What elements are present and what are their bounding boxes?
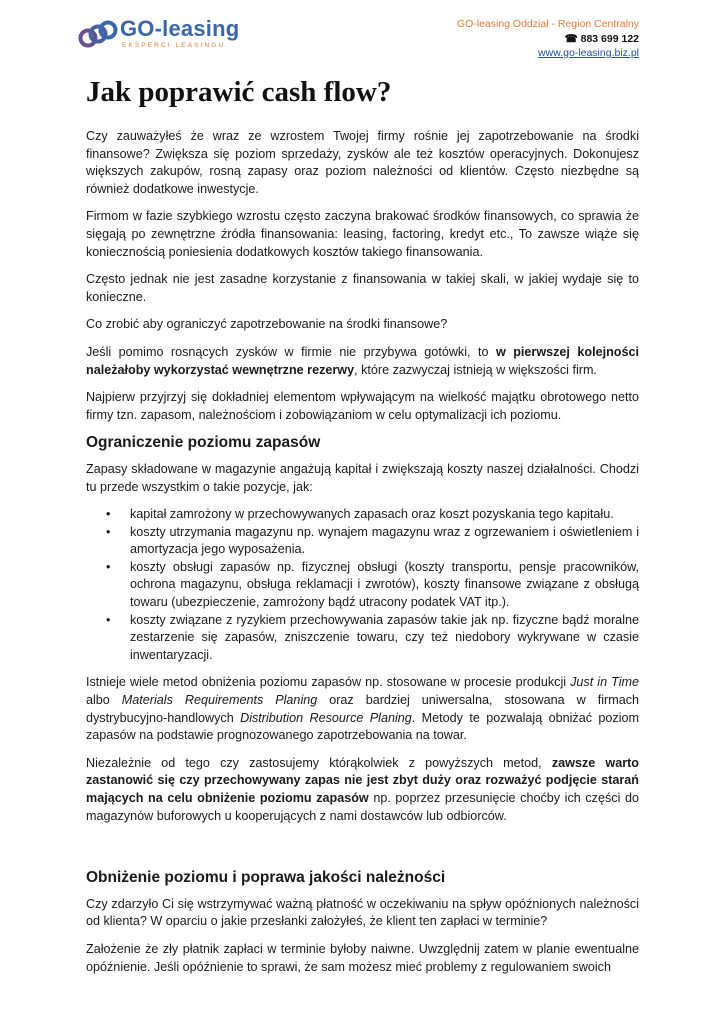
spacer — [86, 835, 639, 859]
company-logo[interactable] — [78, 16, 248, 56]
italic-text: Materials Requirements Planing — [121, 693, 318, 708]
text-run: Niezależnie od tego czy zastosujemy którąkolwiek z powyższych metod, — [86, 755, 552, 770]
paragraph: Założenie że zły płatnik zapłaci w terminie byłoby naiwne. Uwzględnij zatem w planie ewentualne opóźnienie. Jeśli opóźnienie to sprawi, że sam możesz mieć problemy z regulowaniem swoich — [86, 941, 639, 974]
italic-text: Distribution Resource Planing — [240, 710, 412, 725]
text-run: . Metody te pozwalają obniżać poziom zapasów na podstawie prognozowanego zapotrzebowania na towar. — [86, 710, 639, 743]
paragraph — [86, 344, 639, 379]
paragraph: Firmom w fazie szybkiego wzrostu często zaczyna brakować środków finansowych, co sprawia że sięgają po zewnętrzne źródła finansowania: leasing, factoring, kredyt etc., To zawsze wiąże się koniecznością poniesienia dodatkowych kosztów takiego finansowania. — [86, 209, 639, 259]
paragraph: Często jednak nie jest zasadne korzystanie z finansowania w takiej skali, w jakiej wydaje się to konieczne. — [86, 272, 639, 304]
organization-name: GO-leasing Oddział - Region Centralny — [456, 18, 639, 30]
phone-number: ☎ 883 699 122 — [564, 32, 639, 45]
paragraph: Czy zdarzyło Ci się wstrzymywać ważną płatność w oczekiwaniu na spływ opóźnionych należności od klienta? W oparciu o jakie przesłanki założyłeś, że klient ten zapłaci w terminie? — [86, 896, 639, 929]
article-body — [86, 128, 639, 986]
text-run: Jeśli pomimo rosnących zysków w firmie nie przybywa gotówki, to — [86, 344, 496, 359]
list-item: • koszty utrzymania magazynu np. wynajem magazynu wraz z ogrzewaniem i oświetleniem i amortyzacja jego wyposażenia. — [130, 524, 639, 559]
paragraph: Czy zauważyłeś że wraz ze wzrostem Twojej firmy rośnie jej zapotrzebowanie na środki finansowe? Zwiększa się poziom sprzedaży, zysków ale też kosztów operacyjnych. Dokonujesz większych zakupów, rosną zapasy oraz poziom należności od klientów. Często niezbędne są również dodatkowe inwestycje. — [86, 129, 639, 196]
bold-text: w pierwszej kolejności należałoby wykorzystać wewnętrzne rezerwy — [86, 344, 639, 377]
paragraph — [86, 674, 639, 744]
text-run: oraz bardziej uniwersalna, stosowana w firmach dystrybucyjno-handlowych — [86, 693, 640, 725]
text-run: , które zazwyczaj istnieją w większości firm. — [354, 362, 597, 377]
section-heading-inventory: Ograniczenie poziomu zapasów — [86, 434, 321, 452]
bullet-list — [86, 506, 639, 664]
list-item: • koszty związane z ryzykiem przechowywania zapasów takie jak np. fizyczne bądź moralne zestarzenie się zapasów, zniszczenie towaru, czy też niedobory wykrywane w czasie inwentaryzacji. — [130, 612, 639, 665]
list-item: • kapitał zamrożony w przechowywanych zapasach oraz koszt pozyskania tego kapitału. — [130, 506, 639, 524]
list-item: • koszty obsługi zapasów np. fizycznej obsługi (koszty transportu, pensje pracowników, ochrona magazynu, obsługa reklamacji i zwrotów), koszty finansowe związane z obsługą towaru (ubezpieczenie, zamrożony bądź utracony podatek VAT itp.). — [130, 559, 639, 612]
logo-tagline: EKSPERCI LEASINGU — [122, 42, 226, 49]
text-run: np. poprzez przesunięcie choćby ich części do magazynów buforowych u kooperujących z nami dostawców lub odbiorców. — [86, 791, 639, 823]
section-heading-receivables: Obniżenie poziomu i poprawa jakości należności — [86, 869, 446, 887]
page-title: Jak poprawić cash flow? — [86, 76, 392, 108]
italic-text: Just in Time — [570, 675, 639, 690]
paragraph — [86, 755, 639, 825]
bold-text: zawsze warto zastanowić się czy przechowywany zapas nie jest zbyt duży oraz rozważyć podjęcie starań mających na celu obniżenie poziomu zapasów — [86, 755, 639, 805]
paragraph: Najpierw przyjrzyj się dokładniej elementom wpływającym na wielkość majątku obrotowego netto firmy tzn. zapasom, należnościom i zobowiązaniom w celu optymalizacji ich poziomu. — [86, 390, 639, 422]
paragraph: Zapasy składowane w magazynie angażują kapitał i zwiększają koszty naszej działalności. Chodzi tu przede wszystkim o takie pozycje, jak: — [86, 461, 639, 494]
text-run: Istnieje wiele metod obniżenia poziomu zapasów np. stosowane w procesie produkcji — [86, 675, 571, 690]
website-link[interactable]: www.go-leasing.biz.pl — [538, 47, 639, 59]
text-run: albo — [86, 693, 122, 708]
paragraph: Co zrobić aby ograniczyć zapotrzebowanie na środki finansowe? — [86, 317, 448, 332]
logo-rings-icon — [78, 20, 120, 52]
logo-text: GO-leasing — [120, 16, 240, 41]
contact-block — [457, 17, 639, 61]
